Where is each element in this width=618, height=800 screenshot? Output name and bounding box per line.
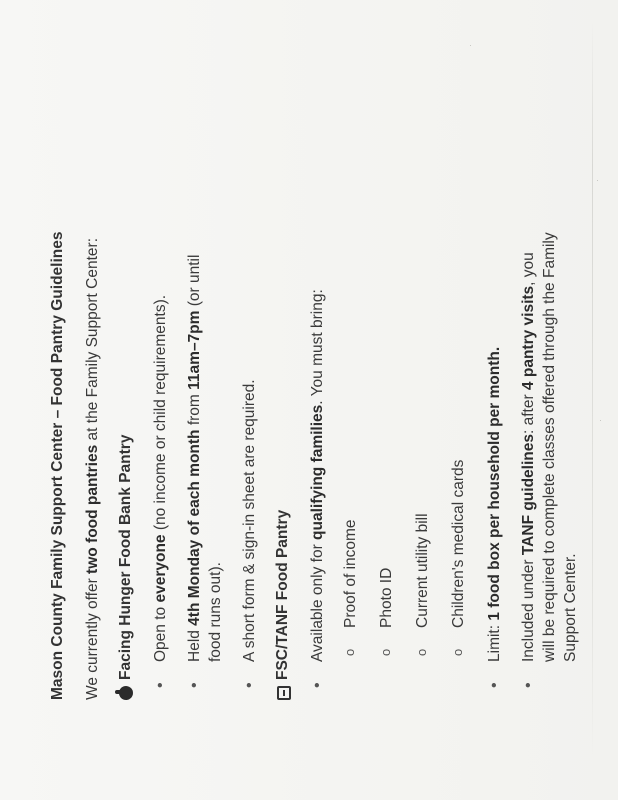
section-heading-fsc-tanf: FSC/TANF Food Pantry xyxy=(273,230,294,700)
scan-speck xyxy=(597,180,598,181)
list-item: • Available only for qualifying families. You must bring: o Proof of income o Photo ID o Current utility bill o Children's medical cards xyxy=(308,230,470,700)
sub-list-item: o Proof of income xyxy=(341,230,362,662)
list-item: • Held 4th Monday of each month from 11am–7pm (or until food runs out). xyxy=(185,230,227,700)
apple-icon xyxy=(119,686,133,700)
intro-paragraph: We currently offer two food pantries at the Family Support Center: xyxy=(83,238,101,700)
required-documents-list xyxy=(341,230,470,662)
scan-speck xyxy=(470,45,471,46)
list-item: • Included under TANF guidelines: after 4 pantry visits, you will be required to complete classes offered through the Family Support Center. xyxy=(519,230,582,700)
sub-list-item: o Children's medical cards xyxy=(449,230,470,662)
fsc-tanf-list xyxy=(308,230,581,700)
guidelines-document xyxy=(48,230,595,700)
scan-speck xyxy=(600,420,601,421)
intro-highlight: two food pantries xyxy=(83,444,101,574)
list-item: • Limit: 1 food box per household per month. xyxy=(485,230,506,700)
facing-hunger-list xyxy=(151,230,261,700)
section-heading-facing-hunger: Facing Hunger Food Bank Pantry xyxy=(116,230,137,700)
list-item: • A short form & sign-in sheet are required. xyxy=(240,230,261,700)
page-title: Mason County Family Support Center – Food Pantry Guidelines xyxy=(49,231,66,700)
ticket-icon xyxy=(277,686,291,700)
sub-list-item: o Current utility bill xyxy=(413,230,434,662)
sub-list-item: o Photo ID xyxy=(377,230,398,662)
list-item: • Open to everyone (no income or child requirements). xyxy=(151,230,172,700)
